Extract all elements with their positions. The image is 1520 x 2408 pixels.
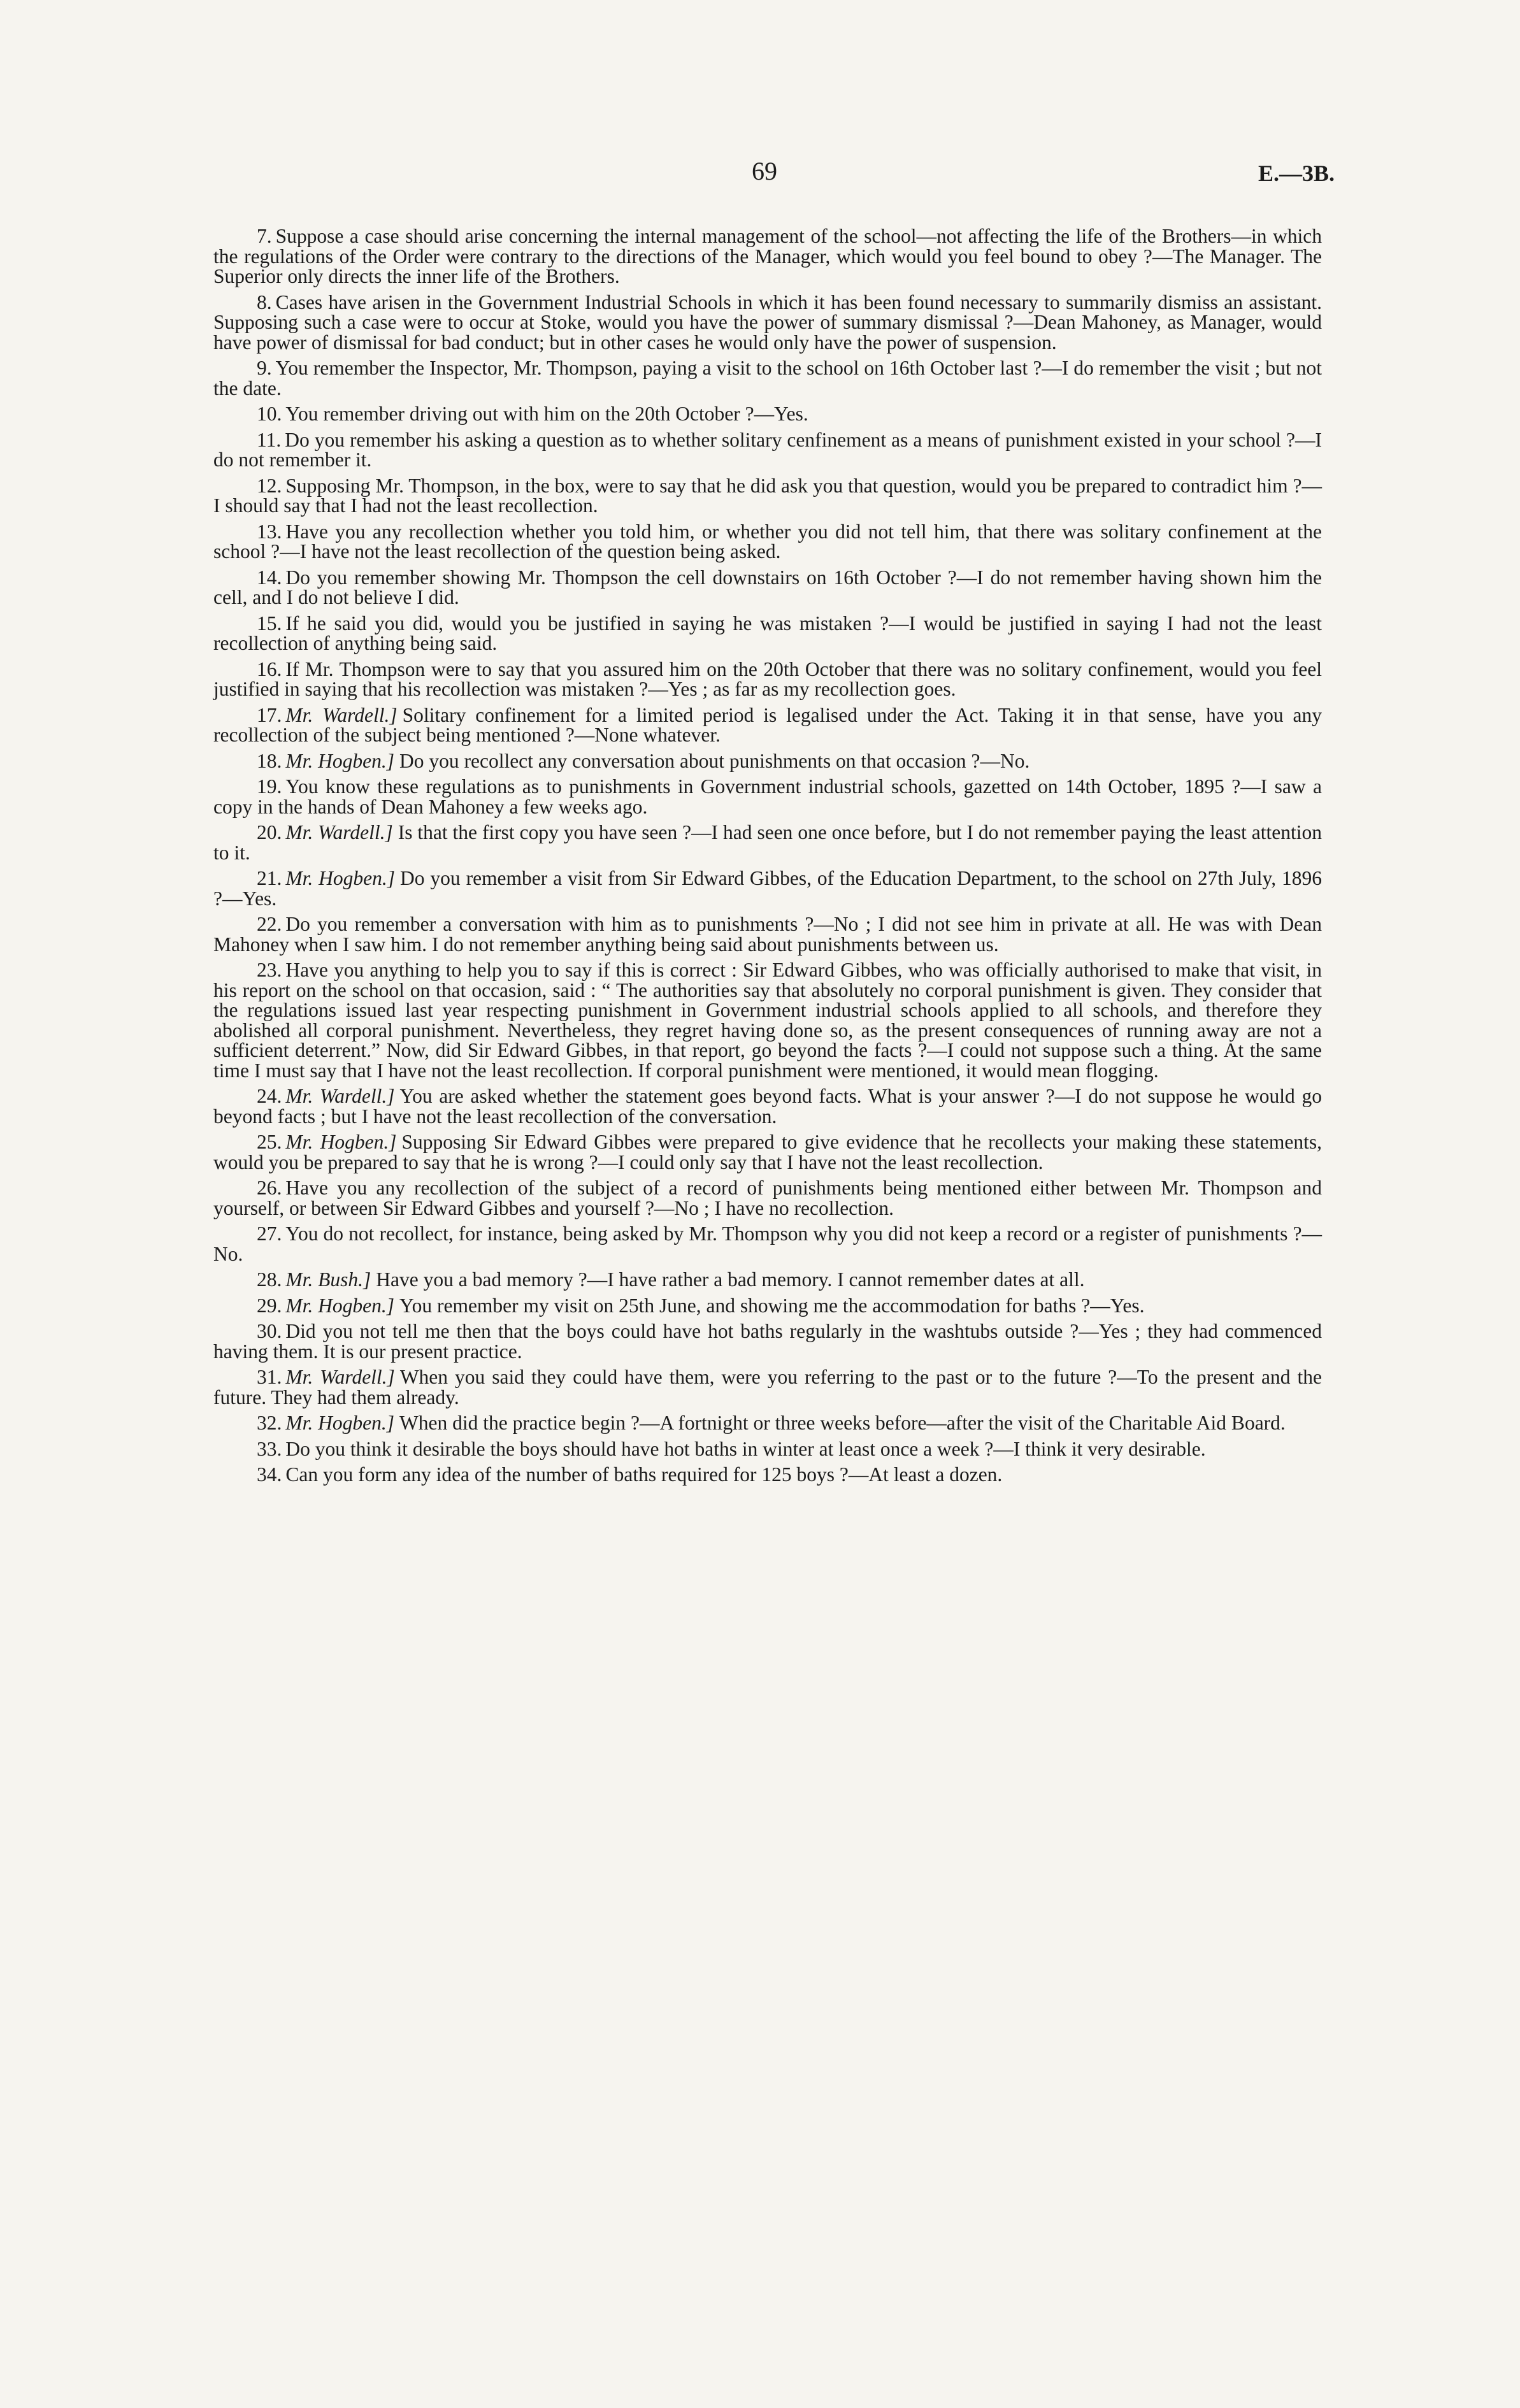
question-paragraph [213, 613, 1322, 654]
question-paragraph [213, 1132, 1322, 1172]
question-paragraph [213, 358, 1322, 398]
paragraph-text: Have you a bad memory ?—I have rather a bad memory. I cannot remember dates at all. [376, 1268, 1085, 1291]
question-number: 26. [257, 1177, 282, 1199]
paragraph-text: If he said you did, would you be justified in saying he was mistaken ?—I would be justified in saying I had not the least recollection of anything being said. [213, 612, 1322, 654]
question-paragraph [213, 1465, 1322, 1485]
paragraph-text: When did the practice begin ?—A fortnight or three weeks before—after the visit of the Charitable Aid Board. [399, 1412, 1286, 1434]
question-paragraph [213, 1413, 1322, 1433]
question-number: 33. [257, 1437, 282, 1460]
paragraph-text: You know these regulations as to punishments in Government industrial schools, gazetted on 14th October, 1895 ?—I saw a copy in the hands of Dean Mahoney a few weeks ago. [213, 775, 1322, 818]
question-paragraph [213, 1321, 1322, 1361]
question-paragraph [213, 705, 1322, 745]
page-header [213, 156, 1335, 201]
paragraph-text: Supposing Sir Edward Gibbes were prepared to give evidence that he recollects your making these statements, would you be prepared to say that he is wrong ?—I could only say that I have not the least recollection. [213, 1131, 1322, 1173]
question-paragraph [213, 1439, 1322, 1459]
question-number: 15. [257, 612, 282, 634]
question-paragraph [213, 292, 1322, 353]
question-number: 8. [257, 290, 272, 313]
question-paragraph [213, 404, 1322, 424]
paragraph-text: Supposing Mr. Thompson, in the box, were to say that he did ask you that question, would you be prepared to contradict him ?—I should say that I had not the least recollection. [213, 474, 1322, 517]
question-paragraph [213, 430, 1322, 470]
question-paragraph [213, 1367, 1322, 1407]
paragraph-text: Do you remember a conversation with him as to punishments ?—No ; I did not see him in private at all. He was with Dean Mahoney when I saw him. I do not remember anything being said about punishments between us. [213, 913, 1322, 956]
question-number: 28. [257, 1268, 282, 1291]
question-number: 21. [257, 867, 282, 889]
paragraph-text: You remember my visit on 25th June, and showing me the accommodation for baths ?—Yes. [399, 1294, 1145, 1317]
question-number: 25. [257, 1131, 282, 1153]
speaker-name: Mr. Wardell.] [285, 1085, 395, 1107]
question-paragraph [213, 1224, 1322, 1264]
question-paragraph [213, 822, 1322, 863]
speaker-name: Mr. Hogben.] [285, 1412, 394, 1434]
question-number: 11. [257, 428, 282, 451]
paragraph-text: Solitary confinement for a limited period is legalised under the Act. Taking it in that sense, have you any recollection of the subject being mentioned ?—None whatever. [213, 703, 1322, 746]
paragraph-text: Do you remember a visit from Sir Edward Gibbes, of the Education Department, to the school on 27th July, 1896 ?—Yes. [213, 867, 1323, 910]
question-paragraph [213, 476, 1322, 516]
question-number: 10. [257, 403, 282, 425]
speaker-name: Mr. Hogben.] [285, 1131, 397, 1153]
paragraph-text: You are asked whether the statement goes beyond facts. What is your answer ?—I do not suppose he would go beyond facts ; but I have not the least recollection of the conversation. [213, 1085, 1322, 1128]
question-paragraph [213, 1086, 1322, 1126]
question-number: 27. [257, 1222, 282, 1245]
question-paragraph [213, 960, 1322, 1080]
document-reference: E.—3B. [1258, 161, 1335, 186]
paragraph-text: Have you any recollection of the subject of a record of punishments being mentioned either between Mr. Thompson and yourself, or between Sir Edward Gibbes and yourself ?—No ; I have no recollection. [213, 1177, 1322, 1219]
question-number: 19. [257, 775, 282, 798]
question-paragraph [213, 1270, 1322, 1290]
document-page [213, 156, 1335, 1491]
question-number: 29. [257, 1294, 282, 1317]
paragraph-text: Do you remember his asking a question as to whether solitary cenfinement as a means of punishment existed in your school ?—I do not remember it. [213, 428, 1322, 471]
paragraph-text: You remember the Inspector, Mr. Thompson, paying a visit to the school on 16th October last ?—I do remember the visit ; but not the date. [213, 357, 1322, 399]
question-number: 14. [257, 566, 282, 589]
question-paragraph [213, 226, 1322, 287]
paragraph-text: Is that the first copy you have seen ?—I had seen one once before, but I do not remember paying the least attention to it. [213, 821, 1322, 864]
speaker-name: Mr. Bush.] [285, 1268, 371, 1291]
question-number: 31. [257, 1366, 282, 1388]
question-number: 9. [257, 357, 272, 379]
question-number: 22. [257, 913, 282, 935]
document-body [213, 226, 1322, 1485]
question-paragraph [213, 868, 1322, 908]
paragraph-text: Do you think it desirable the boys should have hot baths in winter at least once a week ?—I think it very desirable. [285, 1437, 1206, 1460]
paragraph-text: You do not recollect, for instance, being asked by Mr. Thompson why you did not keep a record or a register of punishments ?—No. [213, 1222, 1322, 1265]
question-number: 30. [257, 1320, 282, 1342]
question-paragraph [213, 777, 1322, 817]
question-number: 16. [257, 657, 282, 680]
question-number: 13. [257, 520, 282, 543]
paragraph-text: Do you remember showing Mr. Thompson the cell downstairs on 16th October ?—I do not remember having shown him the cell, and I do not believe I did. [213, 566, 1322, 608]
paragraph-text: If Mr. Thompson were to say that you assured him on the 20th October that there was no solitary confinement, would you feel justified in saying that his recollection was mistaken ?—Yes ; as far as my recollection goes. [213, 657, 1322, 700]
paragraph-text: When you said they could have them, were you referring to the past or to the future ?—To the present and the future. They had them already. [213, 1366, 1322, 1408]
question-number: 24. [257, 1085, 282, 1107]
paragraph-text: Cases have arisen in the Government Industrial Schools in which it has been found necessary to summarily dismiss an assistant. Supposing such a case were to occur at Stoke, would you have the power of summary dismissal ?—Dean Mahoney, as Manager, would have power of dismissal for bad conduct; but in other cases he would only have the power of suspension. [213, 290, 1322, 354]
question-paragraph [213, 1178, 1322, 1218]
paragraph-text: Do you recollect any conversation about punishments on that occasion ?—No. [399, 749, 1030, 772]
speaker-name: Mr. Hogben.] [285, 749, 394, 772]
paragraph-text: You remember driving out with him on the 20th October ?—Yes. [285, 403, 808, 425]
question-number: 20. [257, 821, 282, 843]
question-number: 12. [257, 474, 282, 497]
question-number: 18. [257, 749, 282, 772]
paragraph-text: Suppose a case should arise concerning the internal management of the school—not affecting the life of the Brothers—in which the regulations of the Order were contrary to the directions of the Manager, which would you feel bound to obey ?—The Manager. The Superior only directs the inner life of the Brothers. [213, 225, 1322, 287]
question-paragraph [213, 659, 1322, 699]
page-number: 69 [752, 157, 777, 185]
paragraph-text: Did you not tell me then that the boys could have hot baths regularly in the washtubs outside ?—Yes ; they had commenced having them. It is our present practice. [213, 1320, 1322, 1363]
speaker-name: Mr. Wardell.] [285, 1366, 395, 1388]
paragraph-text: Have you anything to help you to say if this is correct : Sir Edward Gibbes, who was officially authorised to make that visit, in his report on the school on that occasion, said : “ The authorities say that absolutely no corporal punishment is given. They consider that the regulations issued last year respecting punishment in Government industrial schools applied to all schools, and therefore they abolished all corporal punishment. Nevertheless, they regret having done so, as the present consequences of running away are not a sufficient deterrent.” Now, did Sir Edward Gibbes, in that report, go beyond the facts ?—I could not suppose such a thing. At the same time I must say that I have not the least recollection. If corporal punishment were mentioned, it would mean flogging. [213, 959, 1322, 1082]
speaker-name: Mr. Hogben.] [285, 1294, 394, 1317]
question-number: 17. [257, 703, 282, 726]
question-paragraph [213, 568, 1322, 608]
question-paragraph [213, 1296, 1322, 1316]
question-number: 34. [257, 1463, 282, 1486]
speaker-name: Mr. Wardell.] [285, 703, 398, 726]
paragraph-text: Have you any recollection whether you told him, or whether you did not tell him, that there was solitary confinement at the school ?—I have not the least recollection of the question being asked. [213, 520, 1322, 563]
question-paragraph [213, 522, 1322, 562]
question-paragraph [213, 914, 1322, 954]
question-number: 23. [257, 959, 282, 981]
speaker-name: Mr. Hogben.] [285, 867, 396, 889]
speaker-name: Mr. Wardell.] [285, 821, 393, 843]
question-number: 32. [257, 1412, 282, 1434]
question-paragraph [213, 751, 1322, 771]
paragraph-text: Can you form any idea of the number of baths required for 125 boys ?—At least a dozen. [285, 1463, 1003, 1486]
question-number: 7. [257, 225, 272, 247]
